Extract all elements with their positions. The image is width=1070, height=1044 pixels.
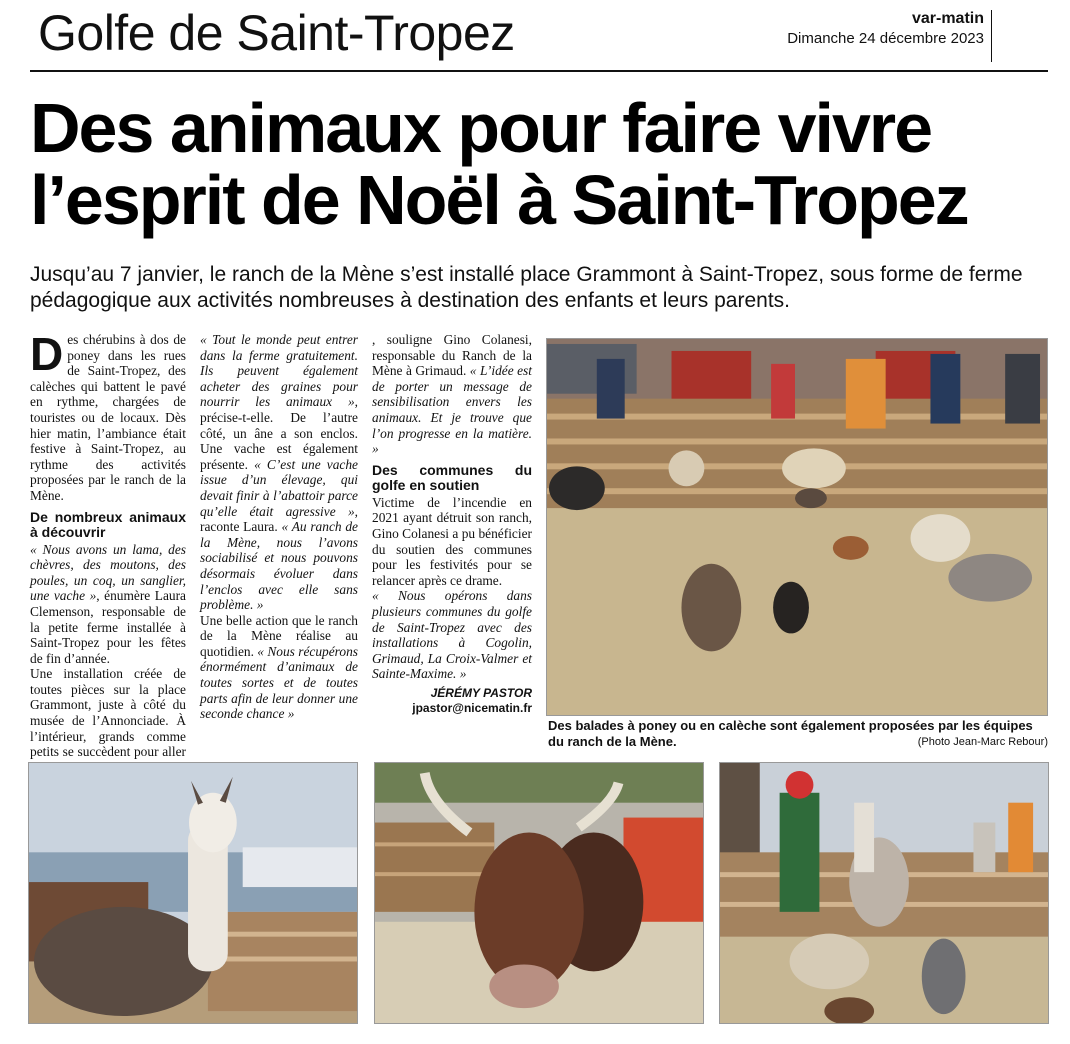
photo-llama xyxy=(28,762,358,1024)
quote: « C’est une vache issue d’un élevage, qui devait finir à l’abattoir parce qu’elle était agressive » xyxy=(200,456,358,519)
publication-info xyxy=(787,10,984,47)
photo-llama-goats xyxy=(719,762,1049,1024)
paragraph-text: , énumère Laura Clemenson, responsable de la petite ferme installée à Saint-Tropez pour les fêtes de fin d’année. xyxy=(30,588,186,666)
paragraph: Victime de l’incendie en 2021 ayant détruit son ranch, Gino Colanesi a pu bénéficier du soutien des communes pour les festivités pour se relancer après ce drame. xyxy=(372,494,532,588)
paragraph-text: , précise-t-elle. De l’autre côté, un âne a son enclos. Une vache est également présente. xyxy=(200,394,358,472)
paragraph xyxy=(30,328,186,504)
main-photo-farm-enclosure xyxy=(546,338,1048,716)
paragraph xyxy=(200,332,358,613)
article-column-2 xyxy=(200,332,358,722)
paragraph-text: , raconte Laura. xyxy=(200,503,358,535)
paragraph-text: es chérubins à dos de poney dans les rues de Saint-Tropez, des calèches qui battent le pavé en rythme, chargées de touristes ou de locaux. Dès hier matin, l’ambiance était festive à Saint-Tropez, au rythme des activités proposées par le ranch de la Mène. xyxy=(30,332,186,503)
paragraph-text: , souligne Gino Colanesi, responsable du Ranch de la Mène à Grimaud. xyxy=(372,332,532,379)
section-title: Golfe de Saint-Tropez xyxy=(38,5,515,61)
paragraph xyxy=(200,613,358,722)
paragraph xyxy=(372,588,532,682)
quote: « Nous opérons dans plusieurs communes du golfe de Saint-Tropez avec des installations à Cogolin, Grimaud, La Croix-Valmer et Sainte-Maxime. » xyxy=(372,588,532,682)
header-divider xyxy=(991,10,992,62)
photo-cow xyxy=(374,762,704,1024)
paragraph xyxy=(372,332,532,457)
byline xyxy=(372,686,532,716)
article-column-3 xyxy=(372,332,532,716)
headline: Des animaux pour faire vivre l’esprit de Noël à Saint-Tropez xyxy=(30,89,968,239)
subheading: De nombreux animaux à découvrir xyxy=(30,508,186,540)
paragraph: Une installation créée de toutes pièces sur la place Grammont, juste à côté du musée de l’Annonciade. À l’intérieur, grands comme petits se succèdent pour aller xyxy=(30,666,186,760)
quote: « Tout le monde peut entrer dans la ferme gratuitement. Ils peuvent également acheter des graines pour nourrir les animaux » xyxy=(200,332,358,410)
publication-date: Dimanche 24 décembre 2023 xyxy=(787,30,984,47)
author-name: JÉRÉMY PASTOR xyxy=(430,685,532,700)
quote: « L’idée est de porter un message de sensibilisation envers les animaux. Et je trouve que l’on progresse en la matière. » xyxy=(372,363,532,457)
drop-cap: D xyxy=(30,328,64,380)
quote: « Nous avons un lama, des chèvres, des moutons, des poules, un coq, un sanglier, une vache » xyxy=(30,541,186,604)
publication-name: var-matin xyxy=(911,10,984,27)
author-email: jpastor@nicematin.fr xyxy=(412,700,532,715)
subheading: Des communes du golfe en soutien xyxy=(372,461,532,493)
quote: « Nous récupérons énormément d’animaux de toutes sortes et de toutes parts afin de leur donner une seconde chance » xyxy=(200,643,358,722)
page-header xyxy=(30,0,1048,72)
paragraph-text: Une belle action que le ranch de la Mène réalise au quotidien. xyxy=(200,612,358,659)
lead-paragraph: Jusqu’au 7 janvier, le ranch de la Mène s’est installé place Grammont à Saint-Tropez, sous forme de ferme pédagogique aux activités nombreuses à destination des enfants et leurs parents. xyxy=(30,263,1023,312)
photo-caption: Des balades à poney ou en calèche sont également proposées par les équipes du ranch de la Mène. xyxy=(548,718,1033,749)
paragraph xyxy=(30,542,186,667)
photo-credit: (Photo Jean-Marc Rebour) xyxy=(917,736,1048,748)
quote: « Au ranch de la Mène, nous l’avons sociabilisé et nous pouvons désormais évoluer dans l’enclos avec elle sans problème. » xyxy=(200,519,358,613)
